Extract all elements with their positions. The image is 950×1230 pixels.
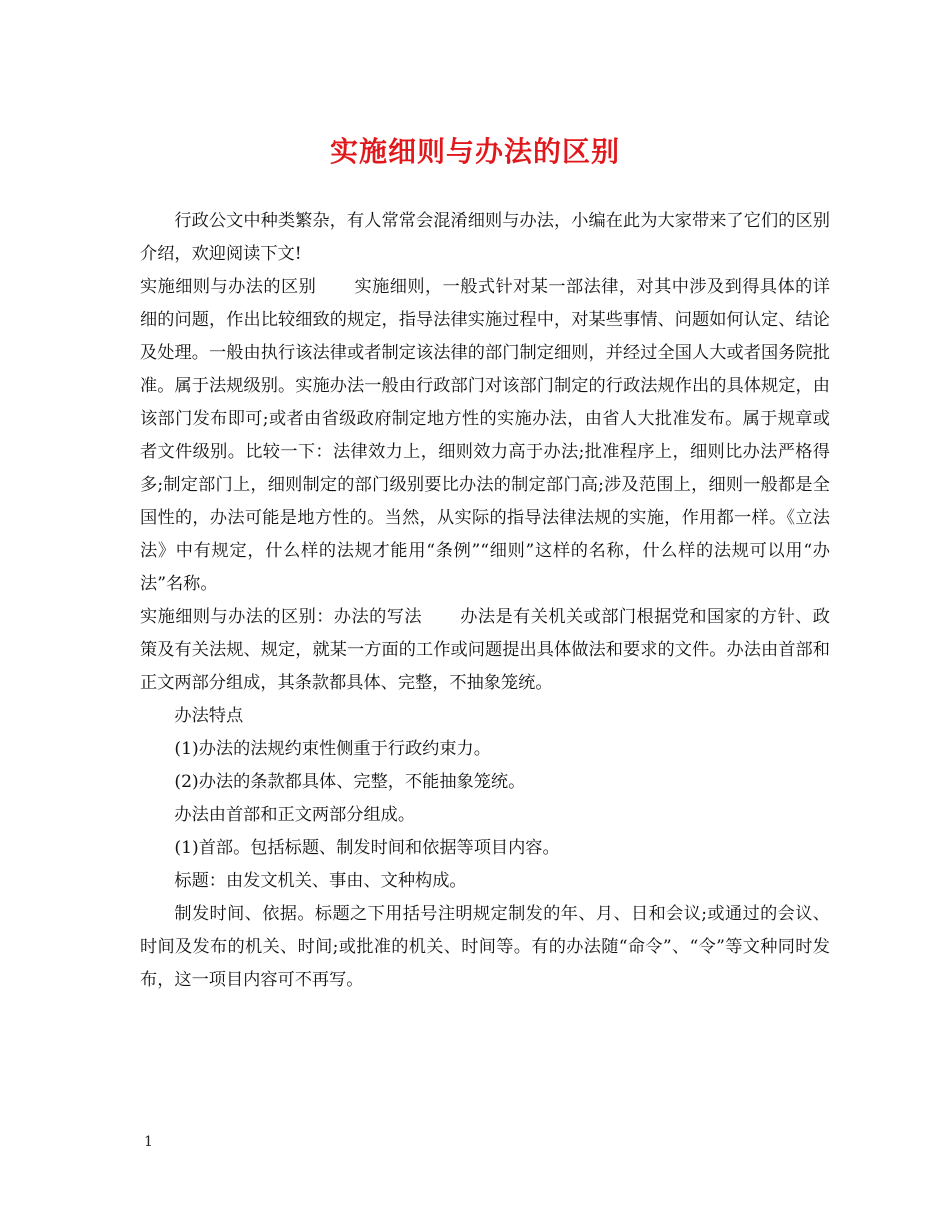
paragraph-feature-2: (2)办法的条款都具体、完整，不能抽象笼统。 bbox=[174, 772, 526, 792]
paragraph-section-1 bbox=[140, 271, 830, 601]
paragraph-issue-time: 制发时间、依据。标题之下用括号注明规定制发的年、月、日和会议;或通过的会议、时间及发布的机关、时间;或批准的机关、时间等。有的办法随“命令”、“令”等文种同时发布，这一项目内容可不再写。 bbox=[140, 904, 830, 990]
section-body: 办法是有关机关或部门根据党和国家的方针、政策及有关法规、规定，就某一方面的工作或问题提出具体做法和要求的文件。办法由首部和正文两部分组成，其条款都具体、完整，不抽象笼统。 bbox=[140, 607, 830, 693]
paragraph-header-part: (1)首部。包括标题、制发时间和依据等项目内容。 bbox=[174, 838, 560, 858]
paragraph-features-heading: 办法特点 bbox=[174, 706, 244, 726]
document-body bbox=[140, 205, 830, 997]
paragraph-feature-1: (1)办法的法规约束性侧重于行政约束力。 bbox=[174, 739, 491, 759]
paragraph-intro: 行政公文中种类繁杂，有人常常会混淆细则与办法，小编在此为大家带来了它们的区别介绍，欢迎阅读下文! bbox=[140, 211, 830, 264]
paragraph-section-2 bbox=[140, 601, 830, 700]
page-number: 1 bbox=[144, 1134, 153, 1150]
section-heading: 实施细则与办法的区别：办法的写法 bbox=[140, 607, 423, 627]
section-heading: 实施细则与办法的区别 bbox=[140, 277, 317, 297]
paragraph-structure: 办法由首部和正文两部分组成。 bbox=[174, 805, 416, 825]
paragraph-title-rule: 标题：由发文机关、事由、文种构成。 bbox=[174, 871, 467, 891]
section-body: 实施细则，一般式针对某一部法律，对其中涉及到得具体的详细的问题，作出比较细致的规定，指导法律实施过程中，对某些事情、问题如何认定、结论及处理。一般由执行该法律或者制定该法律的部门制定细则，并经过全国人大或者国务院批准。属于法规级别。实施办法一般由行政部门对该部门制定的行政法规作出的具体规定，由该部门发布即可;或者由省级政府制定地方性的实施办法，由省人大批准发布。属于规章或者文件级别。比较一下：法律效力上，细则效力高于办法;批准程序上，细则比办法严格得多;制定部门上，细则制定的部门级别要比办法的制定部门高;涉及范围上，细则一般都是全国性的，办法可能是地方性的。当然，从实际的指导法律法规的实施，作用都一样。《立法法》中有规定，什么样的法规才能用“条例”“细则”这样的名称，什么样的法规可以用“办法”名称。 bbox=[140, 277, 830, 594]
page-title: 实施细则与办法的区别 bbox=[329, 135, 620, 168]
